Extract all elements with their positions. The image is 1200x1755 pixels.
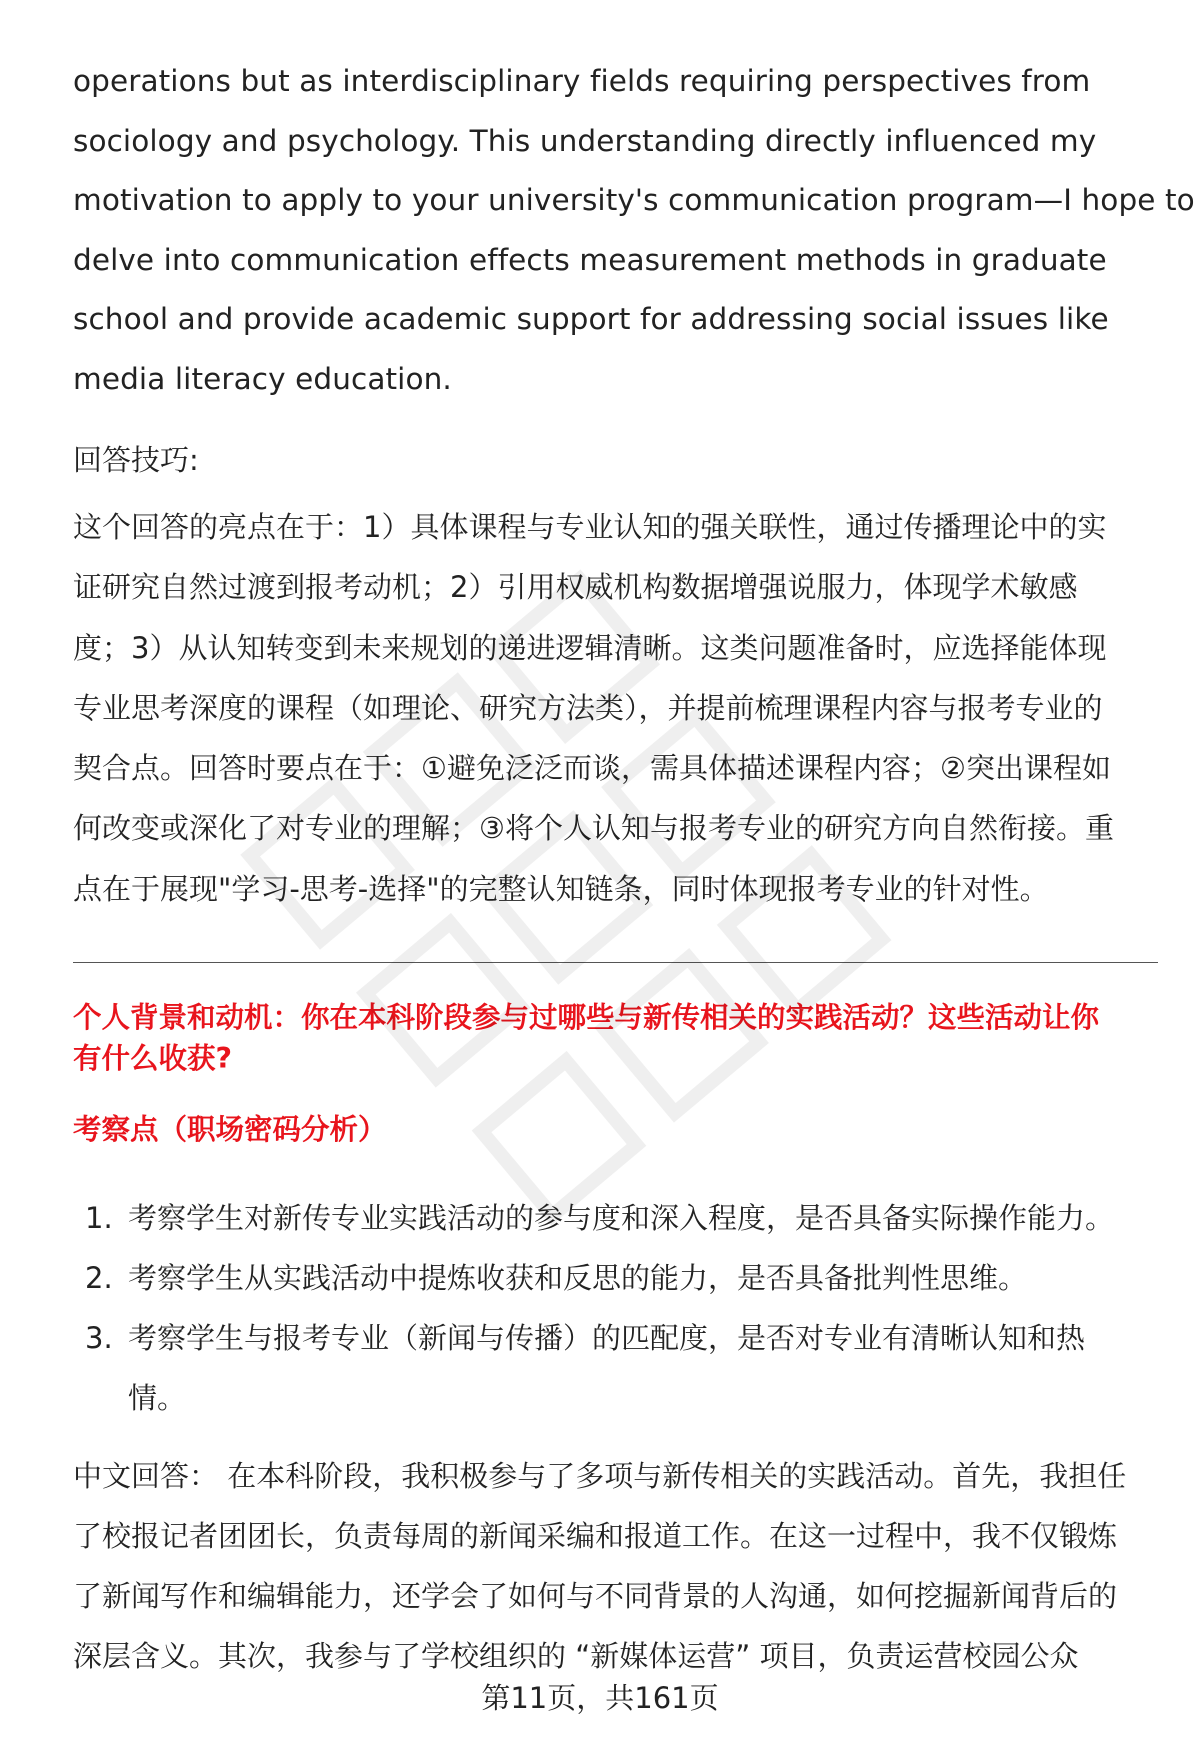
item-text: 考察学生与报考专业（新闻与传播）的匹配度，是否对专业有清晰认知和热 <box>128 1321 1086 1355</box>
tips-line: 何改变或深化了对专业的理解；③将个人认知与报考专业的研究方向自然衔接。重 <box>73 811 1114 846</box>
tips-line: 这个回答的亮点在于：1）具体课程与专业认知的强关联性，通过传播理论中的实 <box>73 510 1107 544</box>
question-line: 个人背景和动机：你在本科阶段参与过哪些与新传相关的实践活动？这些活动让你 <box>73 1001 1100 1034</box>
english-line: sociology and psychology. This understanding directly influenced my <box>73 123 1097 158</box>
tips-line: 证研究自然过渡到报考动机；2）引用权威机构数据增强说服力，体现学术敏感 <box>73 570 1078 605</box>
answer-line: 深层含义。其次，我参与了学校组织的 “新媒体运营” 项目，负责运营校园公众 <box>73 1639 1079 1673</box>
evaluation-item <box>73 1188 1158 1248</box>
tips-line: 专业思考深度的课程（如理论、研究方法类），并提前梳理课程内容与报考专业的 <box>73 690 1103 725</box>
section-divider <box>73 962 1158 963</box>
item-text: 情。 <box>128 1381 187 1415</box>
item-text: 考察学生对新传专业实践活动的参与度和深入程度，是否具备实际操作能力。 <box>128 1201 1115 1235</box>
tips-line: 契合点。回答时要点在于：①避免泛泛而谈，需具体描述课程内容；②突出课程如 <box>73 751 1111 786</box>
evaluation-item <box>73 1308 1158 1428</box>
english-line: media literacy education. <box>73 361 452 396</box>
chinese-answer <box>73 1446 1158 1686</box>
evaluation-list <box>73 1188 1158 1428</box>
tips-line: 点在于展现"学习-思考-选择"的完整认知链条，同时体现报考专业的针对性。 <box>73 871 1049 906</box>
tips-paragraph <box>73 497 1158 919</box>
english-line: delve into communication effects measurement methods in graduate <box>73 242 1107 277</box>
item-number: 3. <box>85 1321 113 1355</box>
item-number: 1. <box>85 1201 113 1235</box>
answer-line: 了校报记者团团长，负责每周的新闻采编和报道工作。在这一过程中，我不仅锻炼 <box>73 1519 1118 1553</box>
question-line: 有什么收获? <box>73 1042 233 1075</box>
answer-line: 了新闻写作和编辑能力，还学会了如何与不同背景的人沟通，如何挖掘新闻背后的 <box>73 1579 1118 1613</box>
english-line: school and provide academic support for addressing social issues like <box>73 302 1109 336</box>
answer-line: 中文回答： 在本科阶段，我积极参与了多项与新传相关的实践活动。首先，我担任 <box>73 1459 1127 1493</box>
evaluation-title: 考察点（职场密码分析） <box>73 1113 387 1146</box>
item-number: 2. <box>85 1261 113 1295</box>
english-line: operations but as interdisciplinary fields requiring perspectives from <box>73 64 1091 98</box>
tips-line: 度；3）从认知转变到未来规划的递进逻辑清晰。这类问题准备时，应选择能体现 <box>73 630 1107 665</box>
tips-label: 回答技巧: <box>73 443 199 477</box>
english-line: motivation to apply to your university's communication program—I hope to <box>73 183 1195 217</box>
english-paragraph <box>73 52 1195 409</box>
page-footer: 第11页，共161页 <box>481 1681 719 1715</box>
item-text: 考察学生从实践活动中提炼收获和反思的能力，是否具备批判性思维。 <box>128 1261 1028 1295</box>
question-heading <box>73 997 1158 1079</box>
evaluation-item <box>73 1248 1158 1308</box>
